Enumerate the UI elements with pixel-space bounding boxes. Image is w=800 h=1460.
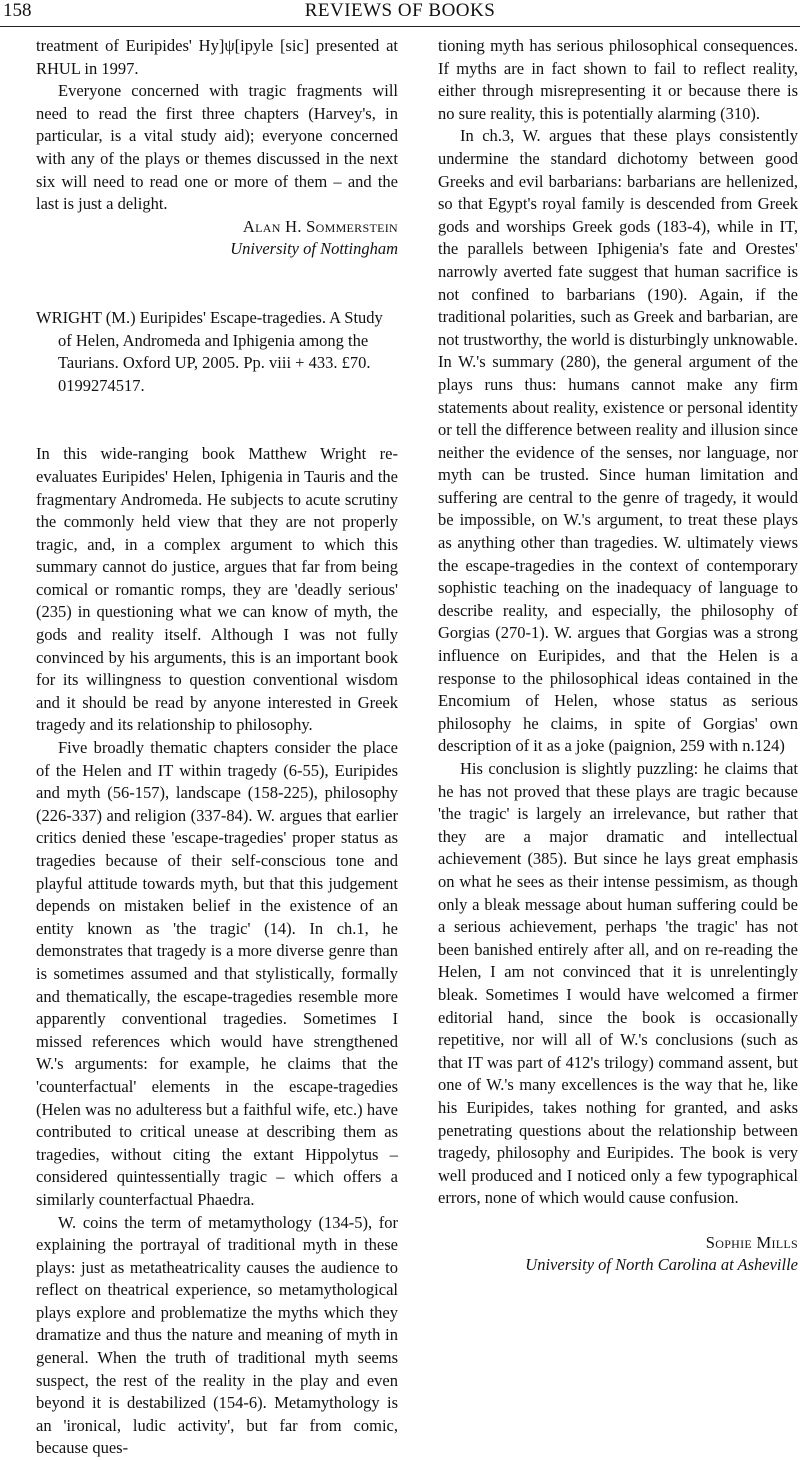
bibliographic-entry: WRIGHT (M.) Euripides' Escape-tragedies. A Study of Helen, Andromeda and Iphigenia among the Taurians. Oxford UP, 2005. Pp. viii + 433. £70. 0199274517.: [36, 307, 398, 397]
paragraph-continuation: tioning myth has serious philosophical consequences. If myths are in fact shown to fail to reflect reality, either through misrepresenting it or because there is no sure reality, this is potentially alarming (310).: [438, 35, 798, 125]
reviewer-name: Sophie Mills: [438, 1232, 798, 1255]
paragraph-continuation: treatment of Euripides' Hy]ψ[ipyle [sic] presented at RHUL in 1997.: [36, 35, 398, 80]
page-number: 158: [3, 0, 32, 22]
reviewer-affiliation: University of North Carolina at Asheville: [438, 1254, 798, 1277]
reviewer-affiliation: University of Nottingham: [36, 238, 398, 261]
paragraph: In ch.3, W. argues that these plays consistently undermine the standard dichotomy between good Greeks and evil barbarians: barbarians are hellenized, so that Egypt's royal family is descended from Greek gods and worships Greek gods (183-4), while in IT, the parallels between Iphigenia's fate and Orestes' narrowly averted fate suggest that human sacrifice is not confined to barbarians (190). Again, if the traditional polarities, such as Greek and barbarian, are not trustworthy, the world is disturbingly unknowable. In W.'s summary (280), the general argument of the plays runs thus: humans cannot make any firm statements about reality, existence or personal identity or tell the difference between reality and illusion since neither the evidence of the senses, nor language, nor myth can be trusted. Since human limitation and suffering are central to the genre of tragedy, it would be impossible, on W.'s argument, to treat these plays as anything other than tragedies. W. ultimately views the escape-tragedies in the context of contemporary sophistic teaching on the inadequacy of language to describe reality, and especially, the philosophy of Gorgias (270-1). W. argues that Gorgias was a strong influence on Euripides, and that the Helen is a response to the philosophical ideas contained in the Encomium of Helen, whose status as serious philosophy he claims, in spite of Gorgias' own description of it as a joke (paignion, 259 with n.124): [438, 125, 798, 758]
right-column: [438, 35, 798, 1277]
paragraph: Everyone concerned with tragic fragments will need to read the first three chapters (Harvey's, in particular, is a vital study aid); everyone concerned with any of the plays or themes discussed in the next six will need to read one or more of them – and the last is just a delight.: [36, 80, 398, 216]
paragraph: Five broadly thematic chapters consider the place of the Helen and IT within tragedy (6-55), Euripides and myth (56-157), landscape (158-225), philosophy (226-337) and religion (337-84). W. argues that earlier critics denied these 'escape-tragedies' proper status as tragedies because of their self-conscious tone and playful attitude towards myth, but that this judgement depends on mistaken belief in the existence of an entity known as 'the tragic' (14). In ch.1, he demonstrates that tragedy is a more diverse genre than is sometimes assumed and that stylistically, formally and thematically, the escape-tragedies resemble more apparently conventional tragedies. Sometimes I missed references which would have strengthened W.'s arguments: for example, he claims that the 'counterfactual' elements in the escape-tragedies (Helen was no adulteress but a faithful wife, etc.) have contributed to critical unease at describing them as tragedies, without citing the extant Hippolytus – considered quintessentially tragic – which offers a similarly counterfactual Phaedra.: [36, 737, 398, 1211]
paragraph: His conclusion is slightly puzzling: he claims that he has not proved that these plays are tragic because 'the tragic' is largely an irrelevance, but rather that they are a major dramatic and intellectual achievement (385). But since he lays great emphasis on what he sees as their intense pessimism, as though only a bleak message about human suffering could be a serious achievement, perhaps 'the tragic' has not been banished entirely after all, and on re-reading the Helen, I am not convinced that it is unrelentingly bleak. Sometimes I would have welcomed a firmer editorial hand, since the book is occasionally repetitive, nor will all of W.'s conclusions (such as that IT was part of 412's trilogy) command assent, but one of W.'s many excellences is the way that he, like his Euripides, takes nothing for granted, and asks penetrating questions about the relationship between tragedy, philosophy and Euripides. The book is very well produced and I noticed only a few typographical errors, none of which would cause confusion.: [438, 758, 798, 1210]
paragraph: In this wide-ranging book Matthew Wright re-evaluates Euripides' Helen, Iphigenia in Tauris and the fragmentary Andromeda. He subjects to acute scrutiny the commonly held view that they are not properly tragic, and, in a complex argument to which this summary cannot do justice, argues that far from being comical or romantic romps, they are 'deadly serious' (235) in questioning what we can know of myth, the gods and reality itself. Although I was not fully convinced by his arguments, this is an important book for its willingness to question conventional wisdom and it should be read by anyone interested in Greek tragedy and its relationship to philosophy.: [36, 443, 398, 737]
page-header: [0, 0, 800, 27]
reviewer-name: Alan H. Sommerstein: [36, 216, 398, 239]
left-column: [36, 35, 398, 1460]
running-head: REVIEWS OF BOOKS: [0, 0, 800, 22]
paragraph: W. coins the term of metamythology (134-5), for explaining the portrayal of traditional myth in these plays: just as metatheatricality causes the audience to reflect on theatrical experience, so metamythological plays explore and problematize the myths which they dramatize and thus the nature and meaning of myth in general. When the truth of traditional myth seems suspect, the rest of the reality in the play and even beyond it is destabilized (154-6). Metamythology is an 'ironical, ludic activity', but far from comic, because ques-: [36, 1212, 398, 1460]
